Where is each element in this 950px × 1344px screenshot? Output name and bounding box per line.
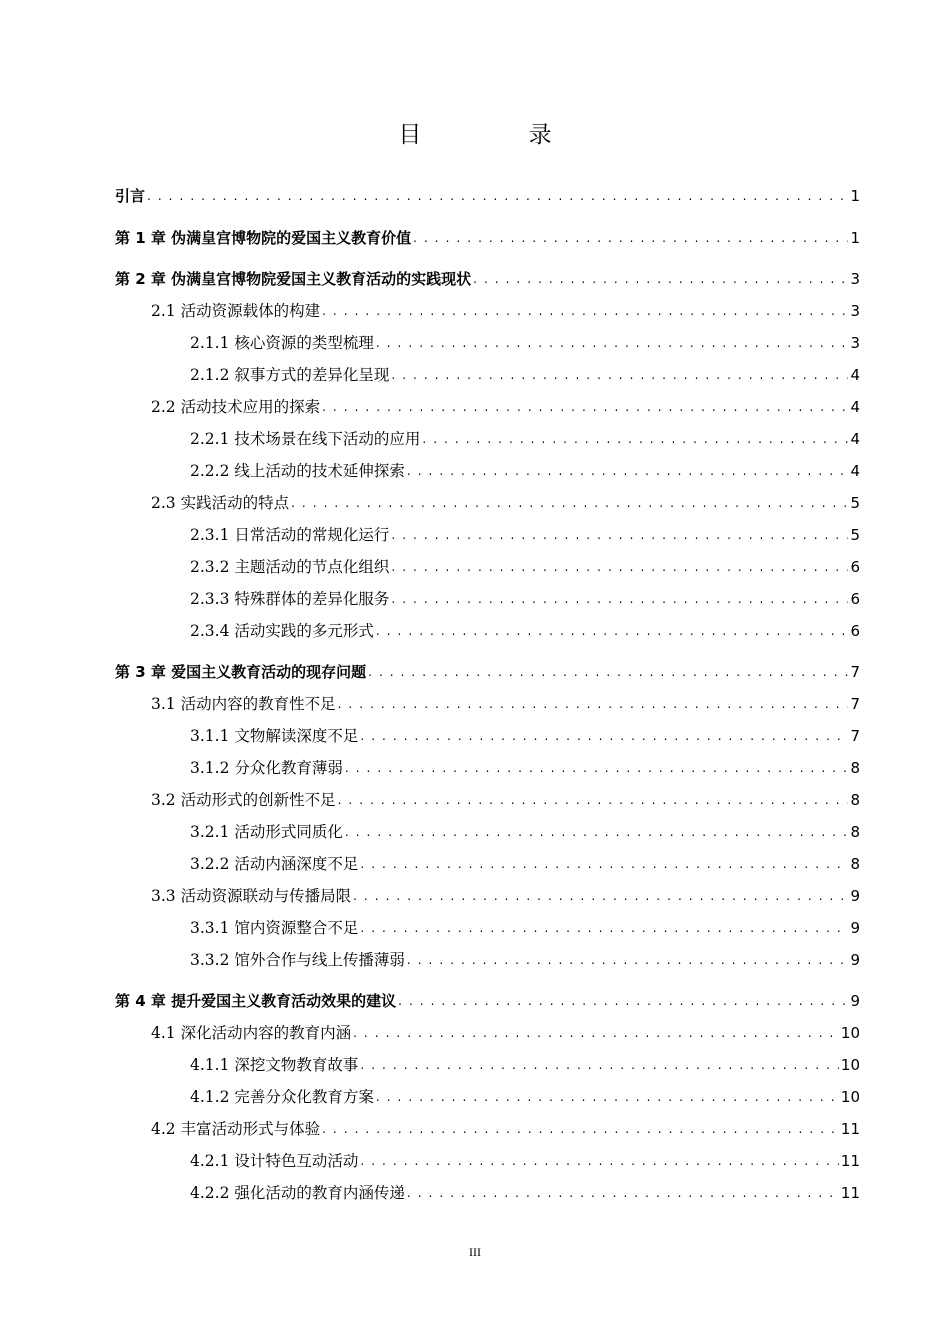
toc-entry-page-number: 8 [850,759,860,777]
toc-section-entry[interactable] [151,492,860,513]
toc-entry-label: 2.3 实践活动的特点 [151,494,290,512]
toc-dot-leader [391,524,848,545]
toc-entry-label: 4.2 丰富活动形式与体验 [151,1120,321,1138]
toc-dot-leader [413,227,848,248]
toc-entry-label: 2.2.1 技术场景在线下活动的应用 [190,430,421,448]
toc-dot-leader [345,757,849,778]
toc-entry-page-number: 4 [850,398,860,416]
toc-entry-page-number: 7 [850,727,860,745]
toc-entry-page-number: 11 [840,1184,860,1202]
toc-entry-label: 3.3 活动资源联动与传播局限 [151,887,352,905]
toc-subsection-entry[interactable] [190,620,860,641]
toc-dot-leader [407,949,849,970]
toc-entry-page-number: 8 [850,823,860,841]
toc-subsection-entry[interactable] [190,588,860,609]
toc-entry-page-number: 1 [850,187,860,205]
toc-entry-page-number: 11 [840,1120,860,1138]
toc-entry-page-number: 9 [850,887,860,905]
toc-entry-label: 3.3.1 馆内资源整合不足 [190,919,359,937]
toc-entry-label: 第 1 章 伪满皇宫博物院的爱国主义教育价值 [115,229,412,247]
toc-entry-label: 3.2 活动形式的创新性不足 [151,791,336,809]
toc-entry-label: 3.3.2 馆外合作与线上传播薄弱 [190,951,405,969]
toc-subsection-entry[interactable] [190,757,860,778]
toc-entry-page-number: 6 [850,622,860,640]
toc-subsection-entry[interactable] [190,556,860,577]
toc-dot-leader [147,185,848,206]
toc-entry-page-number: 11 [840,1152,860,1170]
toc-entry-page-number: 10 [840,1056,860,1074]
toc-entry-page-number: 9 [850,919,860,937]
toc-entry-label: 2.1.1 核心资源的类型梳理 [190,334,374,352]
toc-dot-leader [360,1054,839,1075]
toc-section-entry[interactable] [151,885,860,906]
toc-subsection-entry[interactable] [190,1086,860,1107]
toc-entry-label: 2.3.4 活动实践的多元形式 [190,622,374,640]
toc-entry-page-number: 10 [840,1024,860,1042]
toc-entry-label: 4.2.2 强化活动的教育内涵传递 [190,1184,405,1202]
toc-entry-label: 2.1.2 叙事方式的差异化呈现 [190,366,390,384]
toc-section-entry[interactable] [151,693,860,714]
toc-entry-label: 3.1.1 文物解读深度不足 [190,727,359,745]
toc-entry-page-number: 3 [850,334,860,352]
toc-entry-page-number: 8 [850,791,860,809]
toc-subsection-entry[interactable] [190,524,860,545]
toc-chapter-entry[interactable] [115,268,860,289]
page-number-footer: III [469,1245,481,1259]
toc-subsection-entry[interactable] [190,1054,860,1075]
toc-entry-label: 3.2.2 活动内涵深度不足 [190,855,359,873]
toc-dot-leader [322,1118,839,1139]
toc-dot-leader [345,821,849,842]
toc-subsection-entry[interactable] [190,1182,860,1203]
toc-subsection-entry[interactable] [190,364,860,385]
toc-entry-label: 4.1.2 完善分众化教育方案 [190,1088,374,1106]
toc-chapter-entry[interactable] [115,661,860,682]
toc-section-entry[interactable] [151,300,860,321]
toc-dot-leader [407,1182,839,1203]
toc-entry-label: 2.2 活动技术应用的探索 [151,398,321,416]
toc-dot-leader [360,725,848,746]
toc-subsection-entry[interactable] [190,853,860,874]
toc-subsection-entry[interactable] [190,428,860,449]
toc-entry-page-number: 7 [850,663,860,681]
toc-entry-page-number: 10 [840,1088,860,1106]
toc-dot-leader [391,556,848,577]
toc-entry-page-number: 1 [850,229,860,247]
toc-entry-label: 第 2 章 伪满皇宫博物院爱国主义教育活动的实践现状 [115,270,472,288]
toc-entry-page-number: 4 [850,462,860,480]
toc-dot-leader [376,332,849,353]
toc-section-entry[interactable] [151,1118,860,1139]
toc-entry-page-number: 6 [850,590,860,608]
toc-subsection-entry[interactable] [190,1150,860,1171]
toc-entry-page-number: 3 [850,302,860,320]
toc-chapter-entry[interactable] [115,185,860,206]
toc-entry-label: 3.1 活动内容的教育性不足 [151,695,336,713]
toc-dot-leader [376,620,849,641]
toc-subsection-entry[interactable] [190,460,860,481]
page-title: 目 录 [398,122,602,148]
toc-entry-label: 4.1.1 深挖文物教育故事 [190,1056,359,1074]
toc-dot-leader [376,1086,839,1107]
toc-dot-leader [360,1150,839,1171]
toc-section-entry[interactable] [151,396,860,417]
toc-entry-label: 2.1 活动资源载体的构建 [151,302,321,320]
toc-dot-leader [360,853,848,874]
toc-dot-leader [422,428,848,449]
toc-dot-leader [353,885,848,906]
toc-dot-leader [360,917,848,938]
toc-dot-leader [322,300,848,321]
toc-entry-page-number: 8 [850,855,860,873]
toc-dot-leader [322,396,848,417]
toc-section-entry[interactable] [151,789,860,810]
toc-dot-leader [338,789,849,810]
toc-entry-page-number: 6 [850,558,860,576]
toc-dot-leader [291,492,848,513]
toc-entry-page-number: 4 [850,366,860,384]
toc-section-entry[interactable] [151,1022,860,1043]
toc-dot-leader [368,661,848,682]
toc-entry-label: 2.3.1 日常活动的常规化运行 [190,526,390,544]
toc-entry-label: 3.1.2 分众化教育薄弱 [190,759,343,777]
toc-entry-page-number: 3 [850,270,860,288]
toc-entry-label: 第 3 章 爱国主义教育活动的现存问题 [115,663,367,681]
toc-entry-label: 引言 [115,187,146,205]
toc-dot-leader [353,1022,839,1043]
toc-dot-leader [398,990,848,1011]
toc-dot-leader [391,588,848,609]
toc-subsection-entry[interactable] [190,725,860,746]
toc-entry-label: 3.2.1 活动形式同质化 [190,823,343,841]
toc-subsection-entry[interactable] [190,949,860,970]
toc-dot-leader [391,364,848,385]
toc-entry-label: 2.2.2 线上活动的技术延伸探索 [190,462,405,480]
toc-entry-label: 4.2.1 设计特色互动活动 [190,1152,359,1170]
toc-chapter-entry[interactable] [115,990,860,1011]
toc-dot-leader [338,693,849,714]
toc-entry-page-number: 9 [850,992,860,1010]
toc-subsection-entry[interactable] [190,821,860,842]
toc-entry-page-number: 9 [850,951,860,969]
toc-subsection-entry[interactable] [190,917,860,938]
toc-chapter-entry[interactable] [115,227,860,248]
toc-entry-label: 4.1 深化活动内容的教育内涵 [151,1024,352,1042]
toc-entry-label: 2.3.2 主题活动的节点化组织 [190,558,390,576]
toc-dot-leader [473,268,848,289]
toc-entry-label: 2.3.3 特殊群体的差异化服务 [190,590,390,608]
toc-dot-leader [407,460,849,481]
toc-entry-page-number: 7 [850,695,860,713]
toc-entry-page-number: 5 [850,494,860,512]
toc-entry-page-number: 4 [850,430,860,448]
toc-subsection-entry[interactable] [190,332,860,353]
toc-entry-label: 第 4 章 提升爱国主义教育活动效果的建议 [115,992,397,1010]
toc-entry-page-number: 5 [850,526,860,544]
